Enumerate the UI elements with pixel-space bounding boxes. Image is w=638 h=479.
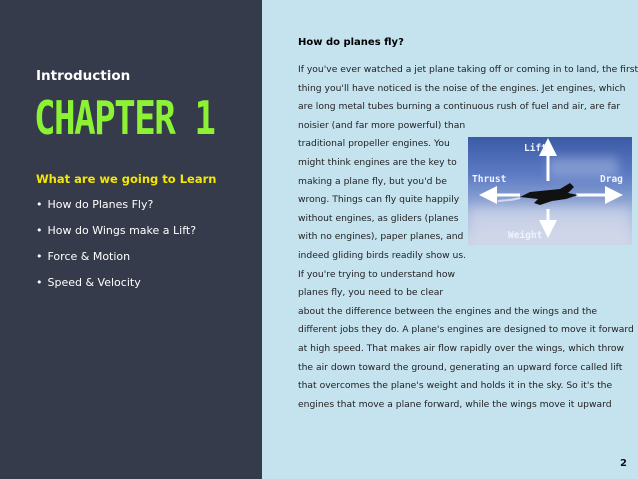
topic-list [36,198,196,302]
body-line: the air down toward the ground, generating an upward force called lift [298,361,623,373]
body-line: If you're trying to understand how [298,268,455,280]
body-line: engines that move a plane forward, while the wings move it upward [298,398,612,410]
topic-item: • How do Wings make a Lift? [36,224,196,250]
body-line: If you've ever watched a jet plane taking off or coming in to land, the first [298,64,638,75]
body-line: thing you'll have noticed is the noise of the engines. Jet engines, which [298,82,626,94]
forces-arrows [468,137,632,245]
body-line: wrong. Things can fly quite happily [298,194,460,206]
lift-label: Lift [524,143,547,154]
body-line: that overcomes the plane's weight and holds it in the sky. So it's the [298,380,613,392]
section-heading: How do planes fly? [298,37,404,48]
body-line: about the difference between the engines and the wings and the [298,305,598,317]
page-number: 2 [620,458,627,469]
drag-label: Drag [600,174,623,185]
body-line: without engines, as gliders (planes [298,212,459,224]
intro-label: Introduction [36,68,131,84]
topic-item: • How do Planes Fly? [36,198,196,224]
chapter-title: CHAPTER 1 [34,91,215,145]
thrust-label: Thrust [472,174,507,185]
body-line: planes fly, you need to be clear [298,287,444,299]
body-line: indeed gliding birds readily show us. [298,249,467,261]
weight-label: Weight [508,230,543,241]
body-line: making a plane fly, but you'd be [298,175,447,187]
body-line: noisier (and far more powerful) than [298,119,466,131]
body-line: different jobs they do. A plane's engines are designed to move it forward [298,324,634,336]
topic-item: • Force & Motion [36,250,196,276]
learn-heading: What are we going to Learn [36,172,217,186]
body-line: might think engines are the key to [298,156,457,168]
body-line: with no engines), paper planes, and [298,231,464,243]
body-line: are long metal tubes burning a continuous rush of fuel and air, are far [298,101,621,113]
forces-diagram-image [468,137,632,245]
contrail [498,198,520,201]
body-line: at high speed. That makes air flow rapidly over the wings, which throw [298,342,625,354]
topic-item: • Speed & Velocity [36,276,196,302]
jet-silhouette [520,183,578,205]
body-line: traditional propeller engines. You [298,138,450,150]
